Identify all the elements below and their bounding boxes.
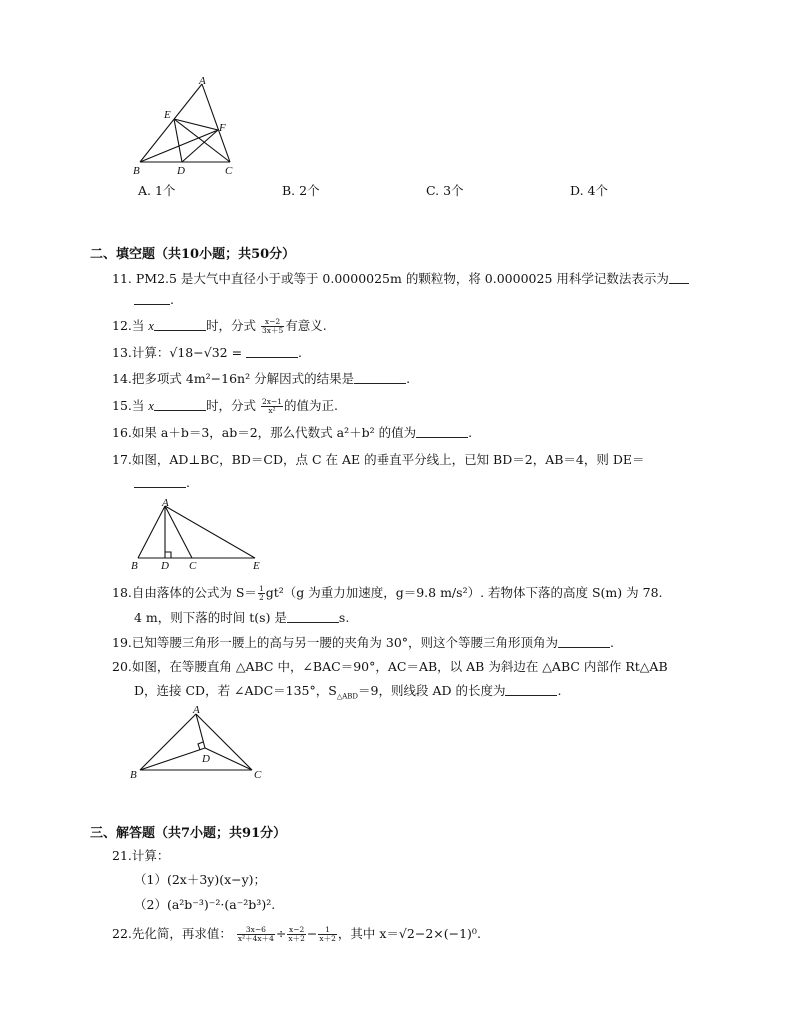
fraction-3 [318,926,337,943]
point-label-d: D [177,165,185,177]
question-number: 15. [112,398,132,413]
point-label-d: D [202,753,210,765]
answer-blank[interactable] [134,292,170,305]
question-number: 21. [112,848,132,863]
numerator: 2x−1 [261,397,282,406]
question-11-line2 [134,292,174,308]
question-text: 如图，AD⊥BC，BD＝CD，点 C 在 AE 的垂直平分线上，已知 BD＝2，AB＝4，则 DE＝ [131,452,645,467]
segment-ba [140,714,196,770]
question-text: 计算： [131,848,170,863]
question-12 [112,318,327,335]
question-20 [112,659,668,675]
question-number: 17. [112,452,132,467]
triangle-abc-figure [130,74,240,178]
question-text: 时，分式 [205,318,256,333]
question-text: 当 [131,398,149,413]
numerator: 1 [258,584,264,593]
question-text: ，其中 x＝√2−2×(−1)⁰. [337,926,481,941]
point-label-c: C [254,769,262,781]
question-17 [112,452,645,468]
question-text: ＝9，则线段 AD 的长度为 [358,683,506,698]
question-18 [112,585,663,602]
answer-blank[interactable] [154,318,206,331]
question-text: 有意义. [285,318,327,333]
fraction-1 [237,926,275,943]
segment-ba [138,506,165,558]
question-18-line2 [134,610,349,626]
question-21-part2: （2）(a²b⁻³)⁻²·(a⁻²b³)². [134,897,276,912]
answer-blank[interactable] [505,683,557,696]
question-text: s. [338,610,350,625]
variable-x: x [148,319,154,333]
variable-x: x [148,399,154,413]
segment-dc [205,748,252,770]
area-subscript: △ABD [336,692,359,701]
choice-c: C. 3个 [426,183,464,198]
answer-blank[interactable] [134,475,186,488]
fraction-2 [287,926,306,943]
point-label-b: B [131,560,138,570]
right-angle-mark [165,552,171,558]
period: . [557,683,562,698]
answer-blank[interactable] [154,398,206,411]
fraction [261,318,284,335]
figure-17 [128,496,268,570]
point-label-e: E [164,109,171,121]
segment-df [182,130,218,162]
question-14 [112,371,410,387]
question-22 [112,926,481,943]
numerator: x−2 [261,318,284,327]
point-label-a: A [193,704,200,716]
question-text: 先化简，再求值： [131,926,232,941]
question-number: 14. [112,371,132,386]
answer-blank[interactable] [669,271,689,284]
choice-a: A. 1个 [138,183,176,198]
question-11 [112,271,689,287]
question-text: 自由落体的公式为 S＝ [131,585,257,600]
question-number: 19. [112,635,132,650]
point-label-c: C [225,165,233,177]
question-text: 如果 a＋b＝3，ab＝2，那么代数式 a²＋b² 的值为 [131,425,417,440]
question-15 [112,398,338,415]
question-text: 计算：√18−√32 = [131,345,247,360]
segment-ed [174,119,182,162]
question-number: 11. [112,271,132,286]
point-label-e: E [253,560,260,570]
operator-minus: − [306,926,318,941]
fraction-half [258,585,265,602]
side-ba [140,84,202,162]
point-label-f: F [219,122,226,134]
answer-blank[interactable] [246,345,298,358]
point-label-c: C [189,560,197,570]
question-text: 当 [131,318,149,333]
period: . [170,292,174,307]
question-number: 22. [112,926,132,941]
section-title-fill-in: 二、填空题（共10小题；共50分） [90,247,296,262]
choice-b: B. 2个 [282,183,320,198]
question-text: PM2.5 是大气中直径小于或等于 0.0000025m 的颗粒物，将 0.0000025 用科学记数法表示为 [135,271,669,286]
period: . [610,635,615,650]
point-label-a: A [162,497,169,509]
question-text: 如图，在等腰直角 △ABC 中，∠BAC＝90°，AC＝AB，以 AB 为斜边在 △ABC 内部作 Rt△AB [131,659,668,674]
period: . [468,425,473,440]
period: . [406,371,411,386]
denominator: 3x＋5 [261,326,284,335]
question-number: 16. [112,425,132,440]
operator-divide: ÷ [275,926,287,941]
question-19 [112,635,614,651]
fraction [261,398,283,415]
period: . [186,475,190,490]
numerator: 1 [318,926,337,935]
choice-d: D. 4个 [570,183,608,198]
denominator: x²＋4x＋4 [237,934,274,943]
numerator: 3x−6 [237,926,275,935]
question-21 [112,848,169,864]
point-label-b: B [130,769,137,781]
denominator: x＋2 [288,934,305,943]
question-text: 把多项式 4m²−16n² 分解因式的结果是 [131,371,355,386]
question-text: 时，分式 [205,398,256,413]
question-number: 12. [112,318,132,333]
section-title-solve: 三、解答题（共7小题；共91分） [90,826,287,841]
question-text: gt²（g 为重力加速度，g＝9.8 m/s²）. 若物体下落的高度 S(m) 为 78. [265,585,663,600]
question-text: 的值为正. [284,398,338,413]
answer-blank[interactable] [287,610,339,623]
denominator: x² [268,406,276,415]
point-label-a: A [199,75,206,87]
segment-bd [140,748,205,770]
segment-bf [140,130,218,162]
question-number: 20. [112,659,132,674]
question-13 [112,345,302,361]
answer-blank[interactable] [558,635,610,648]
denominator: x＋2 [319,934,336,943]
question-number: 13. [112,345,132,360]
period: . [298,345,303,360]
question-21-part1: （1）(2x＋3y)(x−y)； [134,872,267,887]
figure-20 [124,700,268,784]
numerator: x−2 [289,925,305,934]
question-text: 4 m，则下落的时间 t(s) 是 [134,610,287,625]
denominator: 2 [258,593,264,602]
question-16 [112,425,472,441]
question-text: D，连接 CD，若 ∠ADC＝135°，S [134,683,337,698]
answer-blank[interactable] [416,425,468,438]
point-label-b: B [133,165,140,177]
side-ac [202,84,230,162]
question-number: 18. [112,585,132,600]
point-label-d: D [161,560,169,570]
question-17-line2 [134,475,190,491]
answer-blank[interactable] [354,371,406,384]
question-text: 已知等腰三角形一腰上的高与另一腰的夹角为 30°，则这个等腰三角形顶角为 [131,635,559,650]
